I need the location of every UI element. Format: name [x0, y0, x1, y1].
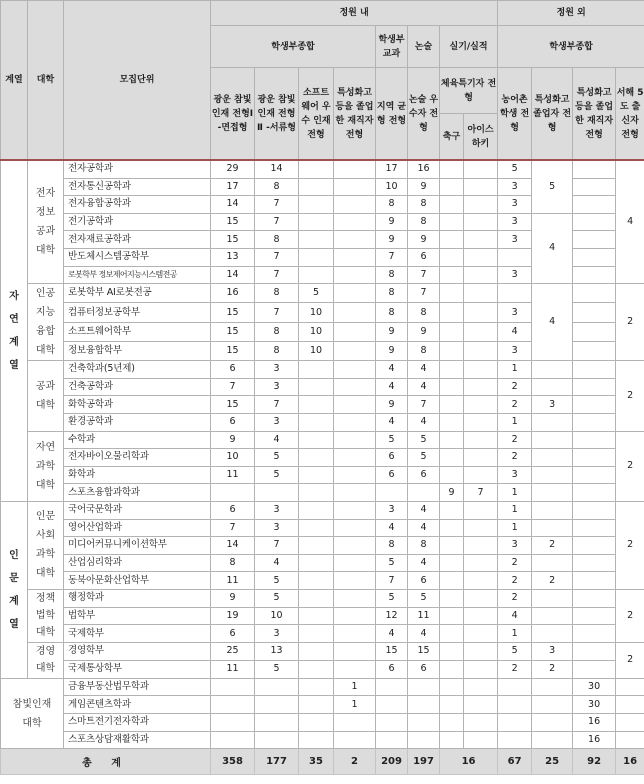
merged-c12: 2 [616, 501, 644, 589]
total-c11: 92 [573, 749, 616, 775]
header-c11: 특성화고 등을 졸업한 재직자 전형 [573, 68, 616, 161]
table-row: 스마트전기전자학과 16 [1, 714, 644, 732]
table-row: 법학부 19 10 12 11 4 [1, 607, 644, 625]
unit-cell: 로봇학부 정보제어지능시스템전공 [64, 266, 211, 284]
unit-cell: 게임콘텐츠학과 [64, 696, 211, 714]
unit-cell: 수학과 [64, 431, 211, 449]
header-in-gyogwa: 학생부교과 [376, 26, 408, 68]
college-cell: 전자정보공과대학 [28, 160, 64, 284]
table-row: 국제학부 6 3 4 4 1 [1, 625, 644, 643]
unit-cell: 스마트전기전자학과 [64, 714, 211, 732]
unit-cell: 국어국문학과 [64, 501, 211, 519]
college-cell: 인문사회과학대학 [28, 501, 64, 589]
unit-cell: 경영학부 [64, 642, 211, 660]
unit-cell: 정보융합학부 [64, 341, 211, 360]
college-cell: 경영대학 [28, 642, 64, 678]
merged-c12: 2 [616, 589, 644, 642]
total-c5: 209 [376, 749, 408, 775]
table-row: 게임콘텐츠학과 1 30 [1, 696, 644, 714]
college-cell: 인공지능융합대학 [28, 284, 64, 361]
merged-c12: 2 [616, 642, 644, 678]
merged-c12: 2 [616, 284, 644, 361]
unit-cell: 산업심리학과 [64, 554, 211, 572]
header-c2: 광운 참빛인재 전형Ⅱ -서류형 [255, 68, 299, 161]
header-c8: 아이스 하키 [464, 114, 498, 161]
table-row: 스포츠상담재활학과 16 [1, 731, 644, 749]
unit-cell: 건축학과(5년제) [64, 361, 211, 379]
table-row: 자연계열 전자정보공과대학 전자공학과 29 14 17 16 5 5 4 [1, 160, 644, 178]
total-c4: 2 [334, 749, 376, 775]
table-row: 인공지능융합대학 로봇학부 AI로봇전공 16 8 5 8 7 4 2 [1, 284, 644, 303]
header-group-out: 정원 외 [498, 1, 644, 26]
college-cell: 자연과학대학 [28, 431, 64, 501]
table-row: 경영대학 경영학부 25 13 15 15 5 3 2 [1, 642, 644, 660]
header-c7: 축구 [440, 114, 464, 161]
header-unit: 모집단위 [64, 1, 211, 161]
total-row [1, 749, 644, 775]
table-row: 전자바이오물리학과 10 5 6 5 2 [1, 449, 644, 467]
header-c78: 체육특기자 전형 [440, 68, 498, 114]
unit-cell: 환경공학과 [64, 413, 211, 431]
total-c2: 177 [255, 749, 299, 775]
header-c3: 소프트 웨어 우수 인재 전형 [299, 68, 334, 161]
table-row: 전기공학과 15 7 9 8 3 4 [1, 213, 644, 231]
unit-cell: 전기공학과 [64, 213, 211, 231]
merged-c12: 4 [616, 160, 644, 284]
table-row: 스포츠융합과학과 9 7 1 [1, 484, 644, 502]
table-row: 소프트웨어학부 15 8 10 9 9 4 [1, 322, 644, 341]
unit-cell: 로봇학부 AI로봇전공 [64, 284, 211, 303]
table-row: 화학과 11 5 6 6 3 [1, 466, 644, 484]
header-c9: 농어촌 학생 전형 [498, 68, 532, 161]
merged-c10: 5 [532, 160, 573, 213]
unit-cell: 건축공학과 [64, 378, 211, 396]
table-row: 동북아문화산업학부 11 5 7 6 2 2 [1, 572, 644, 590]
unit-cell: 영어산업학과 [64, 519, 211, 537]
college-cell: 참빛인재대학 [1, 678, 64, 748]
header-group-in: 정원 내 [211, 1, 498, 26]
series-cell: 자연계열 [1, 160, 28, 501]
total-c6: 197 [408, 749, 440, 775]
merged-c12: 2 [616, 361, 644, 431]
unit-cell: 국제통상학부 [64, 660, 211, 678]
table-row: 국제통상학부 11 5 6 6 2 2 [1, 660, 644, 678]
table-row: 참빛인재대학 금융부동산법무학과 1 30 [1, 678, 644, 696]
total-c9: 67 [498, 749, 532, 775]
header-out-hakjong: 학생부종합 [498, 26, 644, 68]
total-c10: 25 [532, 749, 573, 775]
header-in-nonsul: 논술 [408, 26, 440, 68]
table-row: 전자재료공학과 15 8 9 9 3 [1, 231, 644, 249]
table-row: 영어산업학과 7 3 4 4 1 [1, 519, 644, 537]
unit-cell: 행정학과 [64, 589, 211, 607]
unit-cell: 금융부동산법무학과 [64, 678, 211, 696]
table-row: 로봇학부 정보제어지능시스템전공 14 7 8 7 3 [1, 266, 644, 284]
total-c1: 358 [211, 749, 255, 775]
table-row: 미디어커뮤니케이션학부 14 7 8 8 3 2 [1, 537, 644, 555]
unit-cell: 컴퓨터정보공학부 [64, 303, 211, 322]
header-c5: 지역 균형 전형 [376, 68, 408, 161]
header-c6: 논술 우수자 전형 [408, 68, 440, 161]
table-row: 인문계열 인문사회과학대학 국어국문학과 6 3 3 4 1 2 [1, 501, 644, 519]
table-row: 반도체시스템공학부 13 7 7 6 [1, 248, 644, 266]
unit-cell: 미디어커뮤니케이션학부 [64, 537, 211, 555]
merged-c10: 4 [532, 213, 573, 283]
unit-cell: 전자공학과 [64, 160, 211, 178]
series-cell: 인문계열 [1, 501, 28, 678]
unit-cell: 화학공학과 [64, 396, 211, 414]
college-cell: 공과대학 [28, 361, 64, 431]
header-c10: 특성화고 졸업자 전형 [532, 68, 573, 161]
unit-cell: 소프트웨어학부 [64, 322, 211, 341]
total-c3: 35 [299, 749, 334, 775]
header-c1: 광운 참빛인재 전형Ⅰ -면접형 [211, 68, 255, 161]
table-row: 정책법학대학 행정학과 9 5 5 5 2 2 [1, 589, 644, 607]
table-row: 컴퓨터정보공학부 15 7 10 8 8 3 [1, 303, 644, 322]
unit-cell: 전자바이오물리학과 [64, 449, 211, 467]
header-c4: 특성화고 등을 졸업한 재직자 전형 [334, 68, 376, 161]
unit-cell: 화학과 [64, 466, 211, 484]
unit-cell: 법학부 [64, 607, 211, 625]
header-in-silgi: 실기/실적 [440, 26, 498, 68]
header-college: 대학 [28, 1, 64, 161]
header-in-hakjong: 학생부종합 [211, 26, 376, 68]
total-label: 총 계 [1, 749, 211, 775]
table-row: 화학공학과 15 7 9 7 2 3 [1, 396, 644, 414]
table-row: 자연과학대학 수학과 9 4 5 5 2 2 [1, 431, 644, 449]
unit-cell: 반도체시스템공학부 [64, 248, 211, 266]
unit-cell: 스포츠융합과학과 [64, 484, 211, 502]
unit-cell: 전자융합공학과 [64, 196, 211, 214]
unit-cell: 국제학부 [64, 625, 211, 643]
table-row: 환경공학과 6 3 4 4 1 [1, 413, 644, 431]
unit-cell: 스포츠상담재활학과 [64, 731, 211, 749]
total-c78: 16 [440, 749, 498, 775]
header-c12: 서해 5도 출신자 전형 [616, 68, 644, 161]
header-series: 계열 [1, 1, 28, 161]
unit-cell: 전자통신공학과 [64, 178, 211, 196]
college-cell: 정책법학대학 [28, 589, 64, 642]
merged-c10: 4 [532, 284, 573, 361]
table-row: 전자융합공학과 14 7 8 8 3 [1, 196, 644, 214]
merged-c12: 2 [616, 431, 644, 501]
table-row: 산업심리학과 8 4 5 4 2 [1, 554, 644, 572]
table-row: 공과대학 건축학과(5년제) 6 3 4 4 1 2 [1, 361, 644, 379]
unit-cell: 동북아문화산업학부 [64, 572, 211, 590]
table-row: 정보융합학부 15 8 10 9 8 3 [1, 341, 644, 360]
total-c12: 16 [616, 749, 644, 775]
table-row: 건축공학과 7 3 4 4 2 [1, 378, 644, 396]
unit-cell: 전자재료공학과 [64, 231, 211, 249]
table-row: 전자통신공학과 17 8 10 9 3 [1, 178, 644, 196]
